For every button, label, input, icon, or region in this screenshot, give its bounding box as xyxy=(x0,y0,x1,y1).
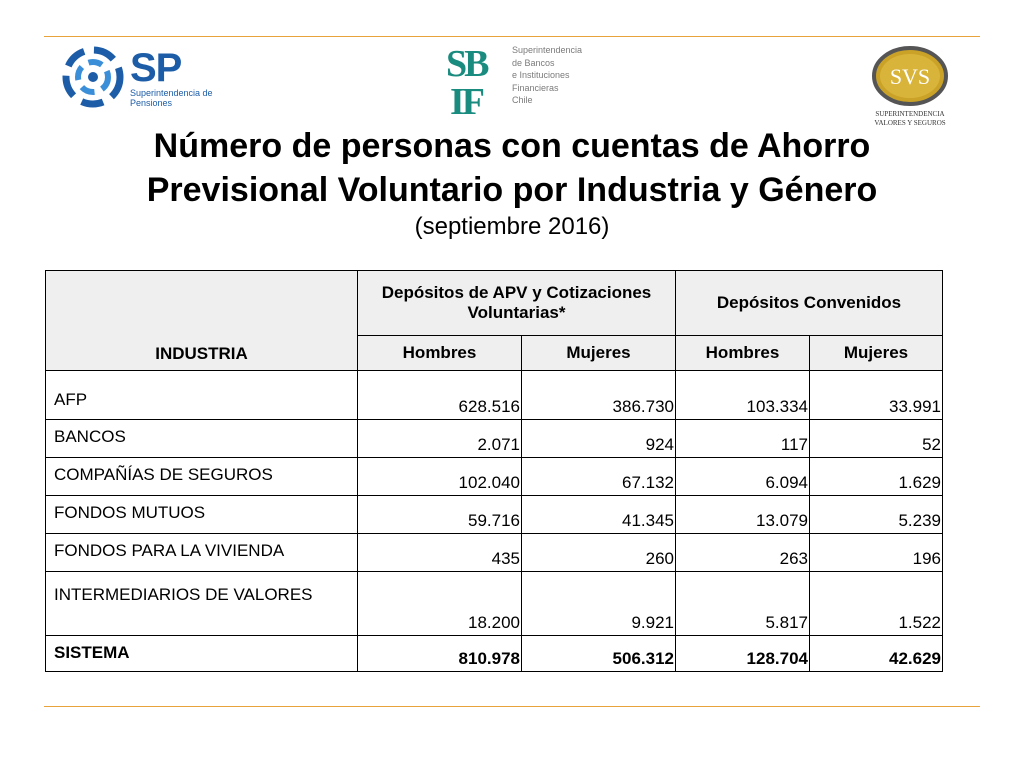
svs-caption-line: SUPERINTENDENCIA xyxy=(875,110,945,118)
table-header-row xyxy=(46,271,943,336)
sbif-line: Financieras xyxy=(512,82,559,93)
cell-value: 59.716 xyxy=(358,496,522,534)
cell-value: 5.817 xyxy=(676,572,810,636)
svs-emblem-icon xyxy=(868,40,952,108)
header-mujeres: Mujeres xyxy=(810,336,943,371)
cell-value: 2.071 xyxy=(358,420,522,458)
cell-value: 9.921 xyxy=(522,572,676,636)
sp-logo-caption: Superintendencia de Pensiones xyxy=(130,88,213,108)
cell-value: 435 xyxy=(358,534,522,572)
sbif-logo-text xyxy=(512,44,592,107)
table-row xyxy=(46,496,943,534)
cell-value: 103.334 xyxy=(676,371,810,420)
header-hombres: Hombres xyxy=(358,336,522,371)
sbif-logo xyxy=(446,42,586,118)
total-value: 128.704 xyxy=(676,636,810,672)
cell-value: 52 xyxy=(810,420,943,458)
sbif-line: e Instituciones xyxy=(512,70,570,80)
bottom-divider xyxy=(44,706,980,707)
table-row xyxy=(46,572,943,636)
svs-logo xyxy=(868,40,952,130)
total-value: 506.312 xyxy=(522,636,676,672)
title-line: Número de personas con cuentas de Ahorro xyxy=(153,127,871,165)
page-subtitle: (septiembre 2016) xyxy=(414,213,610,240)
table-row xyxy=(46,420,943,458)
header-group-convenidos: Depósitos Convenidos xyxy=(676,271,943,336)
header-hombres: Hombres xyxy=(676,336,810,371)
cell-value: 41.345 xyxy=(522,496,676,534)
cell-value: 5.239 xyxy=(810,496,943,534)
table-row xyxy=(46,371,943,420)
apv-table xyxy=(45,270,943,672)
total-value: 42.629 xyxy=(810,636,943,672)
cell-value: 924 xyxy=(522,420,676,458)
cell-value: 33.991 xyxy=(810,371,943,420)
top-divider xyxy=(44,36,980,37)
row-industria: BANCOS xyxy=(46,420,358,458)
total-value: 810.978 xyxy=(358,636,522,672)
sp-logo-word: SP xyxy=(130,46,182,90)
cell-value: 67.132 xyxy=(522,458,676,496)
sbif-line: Superintendencia xyxy=(512,45,583,55)
cell-value: 6.094 xyxy=(676,458,810,496)
row-industria: INTERMEDIARIOS DE VALORES xyxy=(46,572,358,636)
table-row xyxy=(46,458,943,496)
svs-caption-line: VALORES Y SEGUROS xyxy=(874,119,946,127)
cell-value: 1.522 xyxy=(810,572,943,636)
cell-value: 263 xyxy=(676,534,810,572)
header-group-apv: Depósitos de APV y Cotizaciones Voluntarias* xyxy=(358,271,676,336)
svg-text:SVS: SVS xyxy=(889,64,931,89)
sp-logo xyxy=(58,42,218,112)
sbif-line: Chile xyxy=(512,95,533,105)
sbif-monogram-icon xyxy=(446,42,508,118)
svg-text:IF: IF xyxy=(450,81,482,118)
cell-value: 18.200 xyxy=(358,572,522,636)
title-line: Previsional Voluntario por Industria y Género xyxy=(146,171,878,209)
sbif-line: de Bancos xyxy=(512,57,555,68)
table-row xyxy=(46,534,943,572)
svg-text:SB: SB xyxy=(446,43,487,85)
cell-value: 102.040 xyxy=(358,458,522,496)
table-total-row xyxy=(46,636,943,672)
cell-value: 386.730 xyxy=(522,371,676,420)
row-industria: FONDOS MUTUOS xyxy=(46,496,358,534)
cell-value: 13.079 xyxy=(676,496,810,534)
row-industria: FONDOS PARA LA VIVIENDA xyxy=(46,534,358,572)
sp-emblem-icon xyxy=(58,42,128,112)
cell-value: 1.629 xyxy=(810,458,943,496)
row-industria: AFP xyxy=(46,371,358,420)
page-title xyxy=(44,124,980,212)
cell-value: 196 xyxy=(810,534,943,572)
header-mujeres: Mujeres xyxy=(522,336,676,371)
cell-value: 260 xyxy=(522,534,676,572)
cell-value: 117 xyxy=(676,420,810,458)
header-industria: INDUSTRIA xyxy=(46,271,358,371)
cell-value: 628.516 xyxy=(358,371,522,420)
row-industria: COMPAÑÍAS DE SEGUROS xyxy=(46,458,358,496)
total-label: SISTEMA xyxy=(46,636,358,672)
